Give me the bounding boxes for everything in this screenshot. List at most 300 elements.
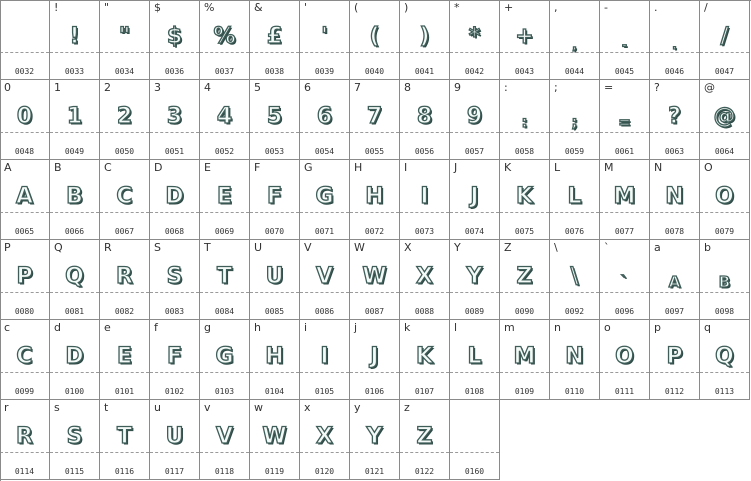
glyph-cell	[0, 80, 50, 160]
glyph-character-label: h	[254, 321, 261, 334]
glyph-code: 0121	[364, 467, 385, 476]
glyph-code: 0111	[614, 387, 635, 396]
glyph-cell	[50, 320, 100, 400]
glyph-sample: I	[320, 344, 329, 369]
glyph-character-label: ,	[554, 1, 558, 14]
glyph-character-label: e	[104, 321, 111, 334]
glyph-code: 0073	[414, 227, 435, 236]
glyph-character-label: (	[354, 1, 359, 14]
glyph-sample: I	[420, 184, 429, 209]
glyph-cell	[600, 320, 650, 400]
glyph-sample: H	[365, 184, 384, 209]
baseline-guide	[150, 452, 199, 453]
glyph-sample: 5	[266, 104, 283, 129]
glyph-code: 0055	[364, 147, 385, 156]
baseline-guide	[550, 212, 599, 213]
glyph-code: 0072	[364, 227, 385, 236]
glyph-sample: 4	[216, 104, 233, 129]
baseline-guide	[450, 452, 499, 453]
glyph-code: 0104	[264, 387, 285, 396]
glyph-character-label: 9	[454, 81, 461, 94]
baseline-guide	[600, 292, 649, 293]
baseline-guide	[50, 52, 99, 53]
baseline-guide	[0, 52, 49, 53]
glyph-sample: R	[116, 264, 133, 289]
baseline-guide	[250, 372, 299, 373]
glyph-sample: .	[672, 38, 677, 52]
glyph-cell	[650, 240, 700, 320]
baseline-guide	[300, 372, 349, 373]
glyph-character-label: *	[454, 1, 460, 14]
glyph-sample: W	[362, 264, 387, 289]
glyph-code: 0080	[14, 307, 35, 316]
glyph-sample: =	[618, 113, 631, 131]
baseline-guide	[50, 292, 99, 293]
glyph-code: 0041	[414, 67, 435, 76]
baseline-guide	[200, 372, 249, 373]
baseline-guide	[450, 292, 499, 293]
glyph-cell	[300, 160, 350, 240]
glyph-cell	[350, 160, 400, 240]
glyph-sample: S	[66, 424, 83, 449]
glyph-code: 0075	[514, 227, 535, 236]
glyph-character-label: /	[704, 1, 708, 14]
baseline-guide	[450, 212, 499, 213]
glyph-code: 0087	[364, 307, 385, 316]
glyph-sample: E	[116, 344, 133, 369]
glyph-cell	[650, 160, 700, 240]
glyph-cell	[500, 160, 550, 240]
glyph-cell	[50, 240, 100, 320]
glyph-cell	[700, 240, 750, 320]
glyph-character-label: :	[504, 81, 508, 94]
glyph-cell	[150, 320, 200, 400]
glyph-character-label: t	[104, 401, 109, 414]
glyph-sample: 0	[16, 104, 33, 129]
glyph-sample: U	[265, 264, 284, 289]
glyph-sample: ,	[572, 38, 577, 52]
glyph-character-label: H	[354, 161, 363, 174]
glyph-sample: Y	[466, 264, 483, 289]
glyph-character-label: o	[604, 321, 611, 334]
baseline-guide	[0, 452, 49, 453]
baseline-guide	[0, 212, 49, 213]
glyph-sample: G	[215, 344, 234, 369]
baseline-guide	[150, 292, 199, 293]
glyph-character-label: w	[254, 401, 263, 414]
glyph-character-label: '	[304, 1, 308, 14]
glyph-code: 0074	[464, 227, 485, 236]
glyph-character-label: Y	[454, 241, 461, 254]
glyph-cell	[100, 0, 150, 80]
baseline-guide	[350, 132, 399, 133]
glyph-sample: %	[213, 24, 236, 49]
glyph-cell	[450, 400, 500, 480]
glyph-cell	[250, 400, 300, 480]
glyph-character-label: $	[154, 1, 161, 14]
glyph-sample: M	[513, 344, 536, 369]
glyph-code: 0063	[664, 147, 685, 156]
glyph-sample: V	[315, 264, 334, 289]
glyph-cell	[700, 0, 750, 80]
glyph-code: 0057	[464, 147, 485, 156]
baseline-guide	[650, 212, 699, 213]
glyph-sample: P	[16, 264, 33, 289]
glyph-cell	[700, 160, 750, 240]
baseline-guide	[500, 292, 549, 293]
baseline-guide	[250, 452, 299, 453]
baseline-guide	[300, 52, 349, 53]
glyph-character-label: =	[604, 81, 614, 94]
glyph-cell	[500, 80, 550, 160]
glyph-cell	[200, 0, 250, 80]
glyph-character-label: l	[454, 321, 458, 334]
glyph-sample: K	[415, 344, 434, 369]
glyph-sample: *	[468, 24, 481, 49]
baseline-guide	[350, 212, 399, 213]
baseline-guide	[500, 52, 549, 53]
baseline-guide	[200, 452, 249, 453]
glyph-code: 0119	[264, 467, 285, 476]
glyph-code: 0056	[414, 147, 435, 156]
glyph-character-label: E	[204, 161, 211, 174]
glyph-character-label: j	[354, 321, 358, 334]
glyph-code: 0114	[14, 467, 35, 476]
glyph-sample: C	[116, 184, 133, 209]
glyph-character-label: N	[654, 161, 663, 174]
glyph-cell	[400, 320, 450, 400]
glyph-character-label: x	[304, 401, 311, 414]
glyph-character-label: X	[404, 241, 412, 254]
glyph-sample: F	[266, 184, 283, 209]
glyph-character-label: p	[654, 321, 661, 334]
glyph-character-label: 8	[404, 81, 411, 94]
glyph-character-label: g	[204, 321, 211, 334]
glyph-cell	[50, 160, 100, 240]
glyph-sample: C	[16, 344, 33, 369]
glyph-sample: 7	[366, 104, 383, 129]
glyph-character-label: T	[204, 241, 211, 254]
glyph-code: 0088	[414, 307, 435, 316]
glyph-cell	[600, 0, 650, 80]
baseline-guide	[400, 212, 449, 213]
baseline-guide	[300, 212, 349, 213]
glyph-cell	[500, 320, 550, 400]
glyph-sample: L	[567, 184, 582, 209]
baseline-guide	[700, 132, 749, 133]
glyph-code: 0108	[464, 387, 485, 396]
baseline-guide	[400, 452, 449, 453]
glyph-cell	[600, 240, 650, 320]
glyph-sample: M	[613, 184, 636, 209]
glyph-cell	[200, 320, 250, 400]
baseline-guide	[600, 132, 649, 133]
glyph-cell	[200, 400, 250, 480]
baseline-guide	[400, 292, 449, 293]
baseline-guide	[200, 292, 249, 293]
baseline-guide	[350, 372, 399, 373]
baseline-guide	[550, 132, 599, 133]
glyph-code: 0099	[14, 387, 35, 396]
glyph-character-label: i	[304, 321, 308, 334]
baseline-guide	[700, 292, 749, 293]
glyph-character-label: +	[504, 1, 514, 14]
glyph-sample: F	[166, 344, 183, 369]
glyph-cell	[600, 80, 650, 160]
glyph-sample: O	[615, 344, 634, 369]
glyph-character-label: J	[454, 161, 458, 174]
glyph-cell	[250, 320, 300, 400]
glyph-cell	[350, 320, 400, 400]
baseline-guide	[100, 292, 149, 293]
glyph-sample: H	[265, 344, 284, 369]
glyph-cell	[100, 400, 150, 480]
baseline-guide	[200, 132, 249, 133]
glyph-code: 0097	[664, 307, 685, 316]
baseline-guide	[600, 52, 649, 53]
glyph-character-label: 7	[354, 81, 361, 94]
baseline-guide	[300, 452, 349, 453]
glyph-code: 0045	[614, 67, 635, 76]
glyph-sample: V	[215, 424, 234, 449]
glyph-code: 0102	[164, 387, 185, 396]
glyph-code: 0064	[714, 147, 735, 156]
glyph-code: 0043	[514, 67, 535, 76]
glyph-cell	[400, 240, 450, 320]
glyph-character-label: @	[704, 81, 715, 94]
baseline-guide	[100, 132, 149, 133]
glyph-code: 0069	[214, 227, 235, 236]
glyph-cell	[250, 160, 300, 240]
glyph-character-label: &	[254, 1, 263, 14]
baseline-guide	[400, 372, 449, 373]
baseline-guide	[200, 212, 249, 213]
glyph-code: 0122	[414, 467, 435, 476]
glyph-code: 0071	[314, 227, 335, 236]
glyph-character-label: F	[254, 161, 261, 174]
glyph-cell	[350, 240, 400, 320]
glyph-code: 0032	[14, 67, 35, 76]
baseline-guide	[700, 212, 749, 213]
glyph-character-label: d	[54, 321, 61, 334]
glyph-character-label: C	[104, 161, 112, 174]
glyph-character-label: f	[154, 321, 158, 334]
glyph-sample: +	[515, 24, 534, 49]
glyph-character-label: c	[4, 321, 11, 334]
glyph-character-label: "	[104, 1, 110, 14]
baseline-guide	[500, 372, 549, 373]
glyph-code: 0079	[714, 227, 735, 236]
glyph-sample: X	[416, 264, 433, 289]
baseline-guide	[150, 132, 199, 133]
glyph-code: 0083	[164, 307, 185, 316]
baseline-guide	[450, 372, 499, 373]
glyph-cell	[0, 320, 50, 400]
glyph-character-label: b	[704, 241, 711, 254]
baseline-guide	[0, 292, 49, 293]
glyph-sample: 1	[66, 104, 83, 129]
baseline-guide	[300, 292, 349, 293]
baseline-guide	[150, 212, 199, 213]
glyph-character-label: .	[654, 1, 658, 14]
glyph-cell	[250, 0, 300, 80]
glyph-character-label: K	[504, 161, 512, 174]
glyph-sample: $	[166, 24, 183, 49]
glyph-cell	[150, 160, 200, 240]
glyph-code: 0085	[264, 307, 285, 316]
glyph-cell	[100, 320, 150, 400]
glyph-cell	[500, 240, 550, 320]
glyph-sample: R	[16, 424, 33, 449]
glyph-code: 0086	[314, 307, 335, 316]
glyph-character-label: A	[4, 161, 12, 174]
glyph-cell	[700, 80, 750, 160]
glyph-sample: Z	[516, 264, 533, 289]
glyph-character-label: 3	[154, 81, 161, 94]
glyph-code: 0110	[564, 387, 585, 396]
glyph-sample: L	[467, 344, 482, 369]
glyph-cell	[400, 400, 450, 480]
glyph-sample: ?	[668, 104, 681, 129]
glyph-cell	[250, 80, 300, 160]
baseline-guide	[700, 52, 749, 53]
glyph-sample: T	[116, 424, 132, 449]
glyph-code: 0042	[464, 67, 485, 76]
baseline-guide	[200, 52, 249, 53]
glyph-code: 0040	[364, 67, 385, 76]
glyph-code: 0076	[564, 227, 585, 236]
glyph-code: 0037	[214, 67, 235, 76]
glyph-code: 0112	[664, 387, 685, 396]
glyph-cell	[450, 160, 500, 240]
baseline-guide	[450, 132, 499, 133]
baseline-guide	[250, 132, 299, 133]
glyph-character-label: m	[504, 321, 515, 334]
glyph-cell	[300, 320, 350, 400]
baseline-guide	[350, 52, 399, 53]
glyph-character-label: !	[54, 1, 59, 14]
glyph-sample: '	[321, 24, 328, 49]
glyph-cell	[100, 160, 150, 240]
glyph-code: 0067	[114, 227, 135, 236]
glyph-sample: `	[620, 273, 629, 291]
glyph-sample: Y	[366, 424, 383, 449]
glyph-sample: N	[665, 184, 684, 209]
baseline-guide	[500, 212, 549, 213]
glyph-code: 0039	[314, 67, 335, 76]
glyph-cell	[300, 0, 350, 80]
baseline-guide	[250, 212, 299, 213]
glyph-cell	[650, 0, 700, 80]
glyph-cell	[0, 0, 50, 80]
glyph-cell	[450, 320, 500, 400]
glyph-sample: E	[216, 184, 233, 209]
glyph-sample: K	[515, 184, 534, 209]
glyph-character-label: 5	[254, 81, 261, 94]
glyph-sample: \	[570, 264, 579, 289]
glyph-character-label: L	[554, 161, 561, 174]
baseline-guide	[700, 372, 749, 373]
glyph-cell	[0, 400, 50, 480]
glyph-code: 0068	[164, 227, 185, 236]
glyph-sample: 6	[316, 104, 333, 129]
glyph-code: 0098	[714, 307, 735, 316]
glyph-code: 0105	[314, 387, 335, 396]
glyph-character-label: k	[404, 321, 411, 334]
glyph-cell	[700, 320, 750, 400]
glyph-cell	[50, 80, 100, 160]
glyph-sample: Z	[416, 424, 433, 449]
glyph-sample: /	[720, 24, 729, 49]
baseline-guide	[50, 452, 99, 453]
glyph-sample: Q	[65, 264, 84, 289]
glyph-cell	[200, 240, 250, 320]
glyph-cell	[550, 0, 600, 80]
glyph-code: 0054	[314, 147, 335, 156]
glyph-cell	[300, 80, 350, 160]
baseline-guide	[100, 452, 149, 453]
glyph-code: 0077	[614, 227, 635, 236]
glyph-cell	[200, 160, 250, 240]
baseline-guide	[250, 292, 299, 293]
glyph-cell	[150, 80, 200, 160]
glyph-character-label: r	[4, 401, 9, 414]
baseline-guide	[400, 132, 449, 133]
glyph-sample: D	[165, 184, 184, 209]
glyph-character-label: a	[654, 241, 661, 254]
glyph-cell	[300, 400, 350, 480]
glyph-code: 0034	[114, 67, 135, 76]
glyph-sample: P	[666, 344, 683, 369]
baseline-guide	[650, 52, 699, 53]
baseline-guide	[250, 52, 299, 53]
glyph-code: 0120	[314, 467, 335, 476]
glyph-character-label: D	[154, 161, 163, 174]
baseline-guide	[600, 212, 649, 213]
glyph-code: 0092	[564, 307, 585, 316]
glyph-code: 0061	[614, 147, 635, 156]
baseline-guide	[650, 292, 699, 293]
glyph-cell	[350, 80, 400, 160]
glyph-cell	[0, 240, 50, 320]
glyph-sample: ;	[571, 113, 578, 131]
glyph-sample: -	[622, 38, 627, 52]
glyph-code: 0101	[114, 387, 135, 396]
baseline-guide	[0, 132, 49, 133]
glyph-sample: 2	[116, 104, 133, 129]
glyph-cell	[150, 0, 200, 80]
glyph-sample: 3	[166, 104, 183, 129]
baseline-guide	[100, 212, 149, 213]
glyph-character-label: q	[704, 321, 711, 334]
glyph-cell	[550, 320, 600, 400]
glyph-character-label: -	[604, 1, 608, 14]
glyph-code: 0050	[114, 147, 135, 156]
glyph-code: 0038	[264, 67, 285, 76]
glyph-character-label: ?	[654, 81, 660, 94]
glyph-character-label: u	[154, 401, 161, 414]
glyph-code: 0049	[64, 147, 85, 156]
glyph-character-label: 2	[104, 81, 111, 94]
baseline-guide	[650, 132, 699, 133]
glyph-character-label: Z	[504, 241, 512, 254]
glyph-cell	[550, 240, 600, 320]
glyph-sample: @	[713, 104, 736, 129]
baseline-guide	[550, 52, 599, 53]
glyph-character-label: 0	[4, 81, 11, 94]
glyph-cell	[50, 400, 100, 480]
glyph-code: 0058	[514, 147, 535, 156]
